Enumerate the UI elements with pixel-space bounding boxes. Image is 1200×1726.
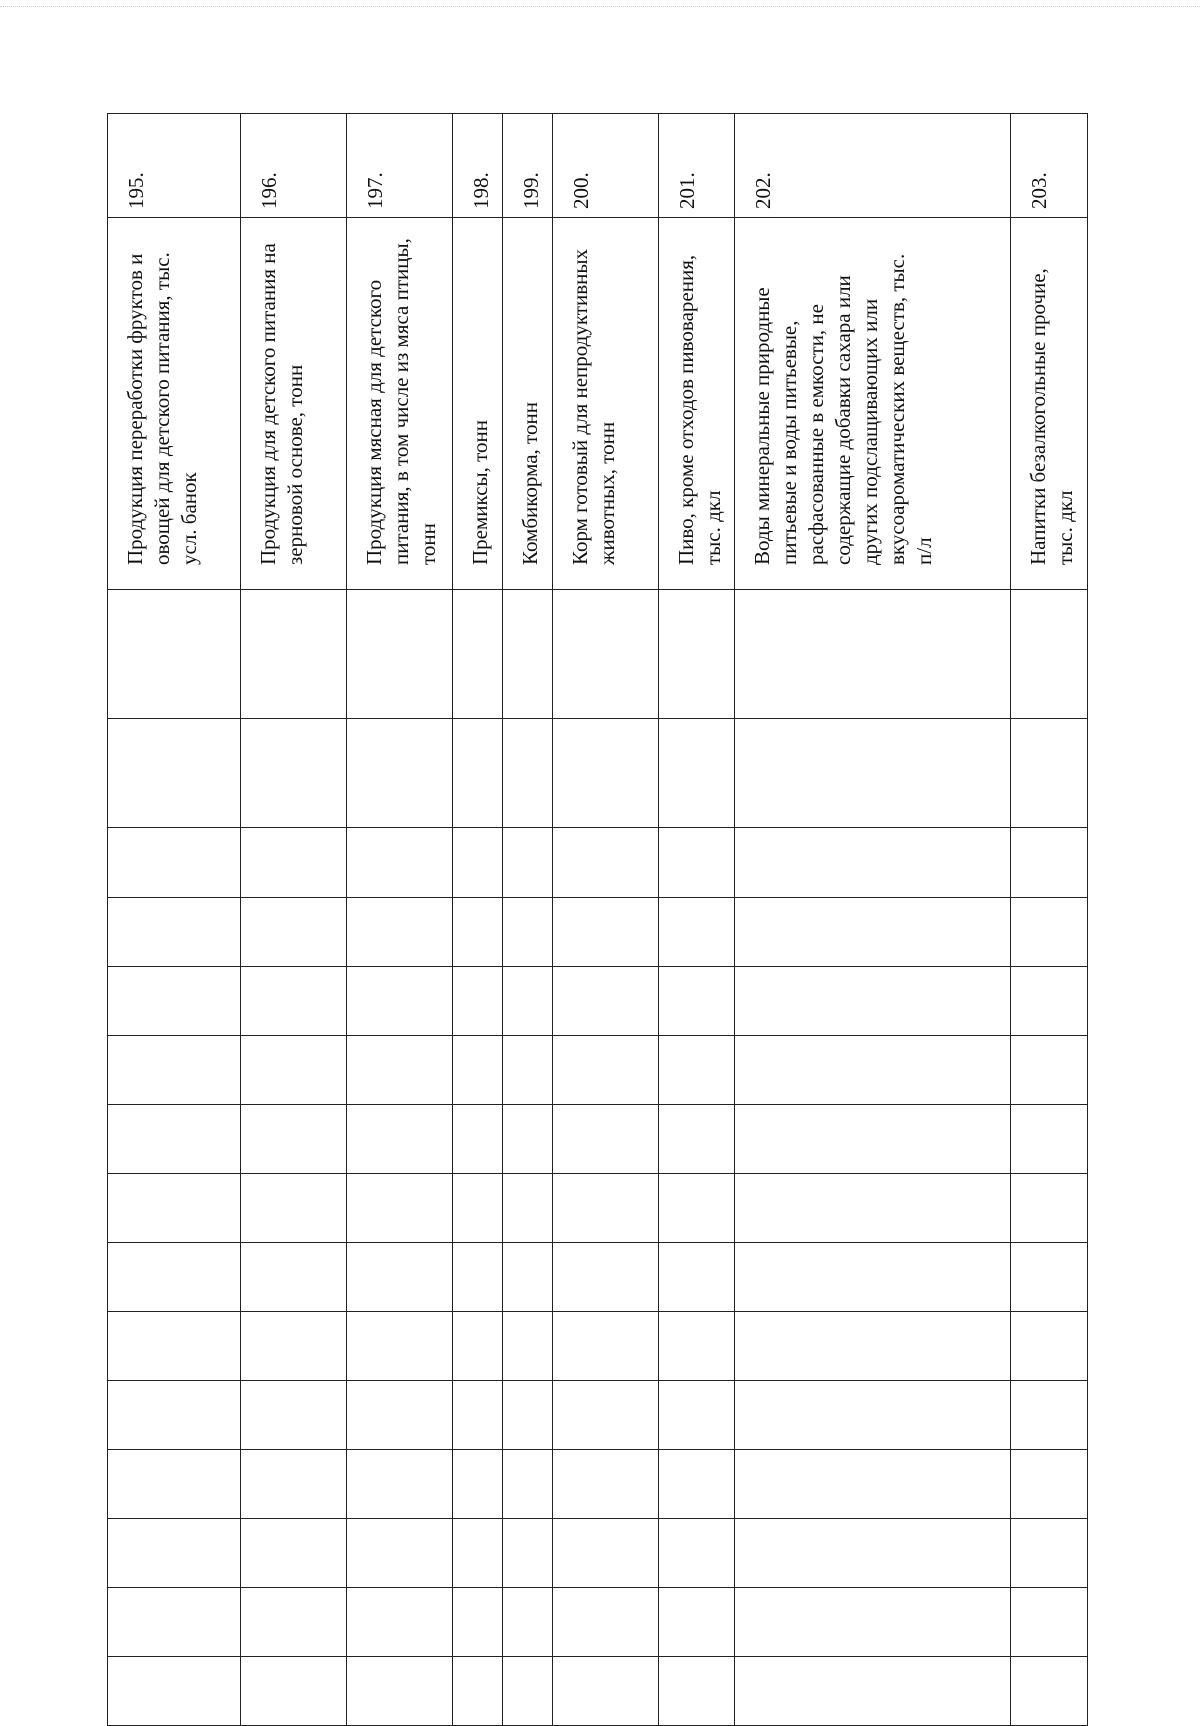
empty-cell (1011, 1588, 1088, 1657)
row-202-label (735, 218, 1011, 590)
empty-cell (735, 1519, 1011, 1588)
data-row (108, 828, 1088, 898)
empty-cell (553, 1381, 659, 1450)
row-199-num (503, 114, 553, 218)
empty-cell (347, 828, 453, 898)
product-label: Пиво, кроме отходов пивоварения, тыс. дкл (674, 254, 725, 565)
empty-cell (503, 1174, 553, 1243)
row-196-num (241, 114, 347, 218)
empty-cell (453, 828, 503, 898)
empty-cell (553, 1519, 659, 1588)
data-row (108, 719, 1088, 828)
empty-cell (503, 828, 553, 898)
empty-cell (453, 1450, 503, 1519)
row-197-num (347, 114, 453, 218)
row-number: 200. (569, 172, 593, 209)
empty-cell (347, 590, 453, 719)
empty-cell (659, 1450, 735, 1519)
empty-cell (453, 1312, 503, 1381)
row-number: 198. (469, 172, 493, 209)
empty-cell (503, 898, 553, 967)
product-label: Воды минеральные природные питьевые и воды питьевые, расфасованные в емкости, не содержащие добавки сахара или других подслащивающих или вкусоароматических веществ, тыс. п/л (750, 253, 936, 565)
data-row (108, 1450, 1088, 1519)
empty-cell (735, 1450, 1011, 1519)
empty-cell (659, 1174, 735, 1243)
empty-cell (241, 1450, 347, 1519)
empty-cell (347, 1588, 453, 1657)
row-198-num (453, 114, 503, 218)
empty-cell (108, 1036, 241, 1105)
empty-cell (108, 1243, 241, 1312)
empty-cell (347, 1243, 453, 1312)
empty-cell (241, 967, 347, 1036)
empty-cell (659, 590, 735, 719)
empty-cell (347, 1105, 453, 1174)
empty-cell (553, 1174, 659, 1243)
empty-cell (553, 1243, 659, 1312)
data-row (108, 967, 1088, 1036)
empty-cell (108, 1381, 241, 1450)
empty-cell (659, 1105, 735, 1174)
row-201-label (659, 218, 735, 590)
empty-cell (1011, 1657, 1088, 1726)
row-201-num (659, 114, 735, 218)
empty-cell (503, 967, 553, 1036)
empty-cell (735, 967, 1011, 1036)
empty-cell (108, 1174, 241, 1243)
empty-cell (241, 1657, 347, 1726)
empty-cell (347, 719, 453, 828)
empty-cell (1011, 898, 1088, 967)
empty-cell (453, 719, 503, 828)
empty-cell (735, 1657, 1011, 1726)
empty-cell (241, 1519, 347, 1588)
data-row (108, 1588, 1088, 1657)
row-203-label (1011, 218, 1088, 590)
empty-cell (735, 828, 1011, 898)
empty-cell (553, 828, 659, 898)
product-label: Премиксы, тонн (468, 419, 492, 565)
empty-cell (1011, 1450, 1088, 1519)
empty-cell (659, 719, 735, 828)
empty-cell (453, 1036, 503, 1105)
empty-cell (659, 1588, 735, 1657)
empty-cell (241, 828, 347, 898)
empty-cell (347, 1381, 453, 1450)
empty-cell (108, 590, 241, 719)
product-label: Корм готовый для непродуктивных животных, тонн (568, 249, 619, 565)
empty-cell (108, 1450, 241, 1519)
empty-cell (1011, 719, 1088, 828)
empty-cell (553, 898, 659, 967)
empty-cell (503, 1450, 553, 1519)
empty-cell (453, 1105, 503, 1174)
empty-cell (453, 1657, 503, 1726)
row-number: 199. (519, 172, 543, 209)
num-row (108, 114, 1088, 218)
row-number: 196. (257, 172, 281, 209)
empty-cell (553, 1450, 659, 1519)
empty-cell (553, 967, 659, 1036)
empty-cell (347, 1036, 453, 1105)
empty-cell (659, 828, 735, 898)
empty-cell (659, 1519, 735, 1588)
empty-cell (659, 1657, 735, 1726)
empty-cell (553, 1657, 659, 1726)
empty-cell (241, 1312, 347, 1381)
row-number: 202. (751, 172, 775, 209)
empty-cell (553, 1312, 659, 1381)
empty-cell (1011, 1174, 1088, 1243)
empty-cell (503, 1381, 553, 1450)
row-number: 203. (1027, 172, 1051, 209)
empty-cell (503, 590, 553, 719)
row-number: 197. (363, 172, 387, 209)
empty-cell (453, 590, 503, 719)
empty-cell (347, 1174, 453, 1243)
empty-cell (1011, 1036, 1088, 1105)
empty-cell (241, 719, 347, 828)
empty-cell (503, 1243, 553, 1312)
row-199-label (503, 218, 553, 590)
data-row (108, 1243, 1088, 1312)
empty-cell (108, 828, 241, 898)
empty-cell (1011, 967, 1088, 1036)
empty-cell (553, 1105, 659, 1174)
empty-cell (1011, 590, 1088, 719)
empty-cell (503, 1312, 553, 1381)
empty-cell (108, 1588, 241, 1657)
empty-cell (1011, 1381, 1088, 1450)
empty-cell (241, 898, 347, 967)
empty-cell (503, 1105, 553, 1174)
empty-cell (503, 1657, 553, 1726)
empty-cell (1011, 1519, 1088, 1588)
data-row (108, 1036, 1088, 1105)
row-203-num (1011, 114, 1088, 218)
empty-cell (553, 1588, 659, 1657)
empty-cell (659, 1243, 735, 1312)
empty-cell (347, 1519, 453, 1588)
empty-cell (735, 1105, 1011, 1174)
empty-cell (659, 898, 735, 967)
empty-cell (659, 1036, 735, 1105)
empty-cell (347, 898, 453, 967)
empty-cell (108, 898, 241, 967)
empty-cell (735, 1381, 1011, 1450)
data-row (108, 1519, 1088, 1588)
empty-cell (241, 1243, 347, 1312)
row-202-num (735, 114, 1011, 218)
empty-cell (503, 719, 553, 828)
empty-cell (453, 1243, 503, 1312)
data-row (108, 1657, 1088, 1726)
row-number: 195. (124, 172, 148, 209)
empty-cell (553, 1036, 659, 1105)
empty-cell (347, 1450, 453, 1519)
empty-cell (503, 1519, 553, 1588)
empty-cell (453, 1588, 503, 1657)
label-row (108, 218, 1088, 590)
empty-cell (241, 1036, 347, 1105)
products-table (107, 113, 1088, 1726)
data-row (108, 1312, 1088, 1381)
empty-cell (735, 719, 1011, 828)
empty-cell (241, 1381, 347, 1450)
empty-cell (108, 719, 241, 828)
empty-cell (108, 1519, 241, 1588)
empty-cell (1011, 828, 1088, 898)
data-row (108, 590, 1088, 719)
empty-cell (453, 1381, 503, 1450)
product-label: Продукция переработки фруктов и овощей для детского питания, тыс. усл. банок (123, 252, 201, 565)
product-label: Продукция для детского питания на зерновой основе, тонн (256, 243, 307, 565)
scan-top-edge (0, 6, 1200, 7)
empty-cell (735, 1174, 1011, 1243)
empty-cell (453, 1174, 503, 1243)
empty-cell (241, 1174, 347, 1243)
empty-cell (453, 898, 503, 967)
product-label: Комбикорма, тонн (518, 402, 542, 565)
empty-cell (347, 1312, 453, 1381)
row-number: 201. (675, 172, 699, 209)
empty-cell (1011, 1312, 1088, 1381)
empty-cell (108, 1657, 241, 1726)
product-label: Напитки безалкогольные прочие, тыс. дкл (1026, 268, 1077, 565)
data-row (108, 898, 1088, 967)
empty-cell (553, 719, 659, 828)
row-196-label (241, 218, 347, 590)
product-label: Продукция мясная для детского питания, в том числе из мяса птицы, тонн (362, 238, 440, 565)
empty-cell (1011, 1105, 1088, 1174)
empty-cell (108, 1105, 241, 1174)
empty-cell (108, 1312, 241, 1381)
empty-cell (553, 590, 659, 719)
row-195-label (108, 218, 241, 590)
empty-cell (453, 1519, 503, 1588)
row-195-num (108, 114, 241, 218)
empty-cell (503, 1036, 553, 1105)
empty-cell (735, 898, 1011, 967)
empty-cell (108, 967, 241, 1036)
row-200-num (553, 114, 659, 218)
empty-cell (453, 967, 503, 1036)
data-row (108, 1105, 1088, 1174)
empty-cell (241, 590, 347, 719)
empty-cell (503, 1588, 553, 1657)
empty-cell (735, 1036, 1011, 1105)
empty-cell (241, 1588, 347, 1657)
empty-cell (735, 1243, 1011, 1312)
data-row (108, 1381, 1088, 1450)
empty-cell (735, 1588, 1011, 1657)
row-197-label (347, 218, 453, 590)
empty-cell (1011, 1243, 1088, 1312)
empty-cell (659, 967, 735, 1036)
empty-cell (241, 1105, 347, 1174)
row-200-label (553, 218, 659, 590)
empty-cell (347, 967, 453, 1036)
empty-cell (735, 1312, 1011, 1381)
empty-cell (347, 1657, 453, 1726)
row-198-label (453, 218, 503, 590)
empty-cell (735, 590, 1011, 719)
data-row (108, 1174, 1088, 1243)
empty-cell (659, 1312, 735, 1381)
empty-cell (659, 1381, 735, 1450)
